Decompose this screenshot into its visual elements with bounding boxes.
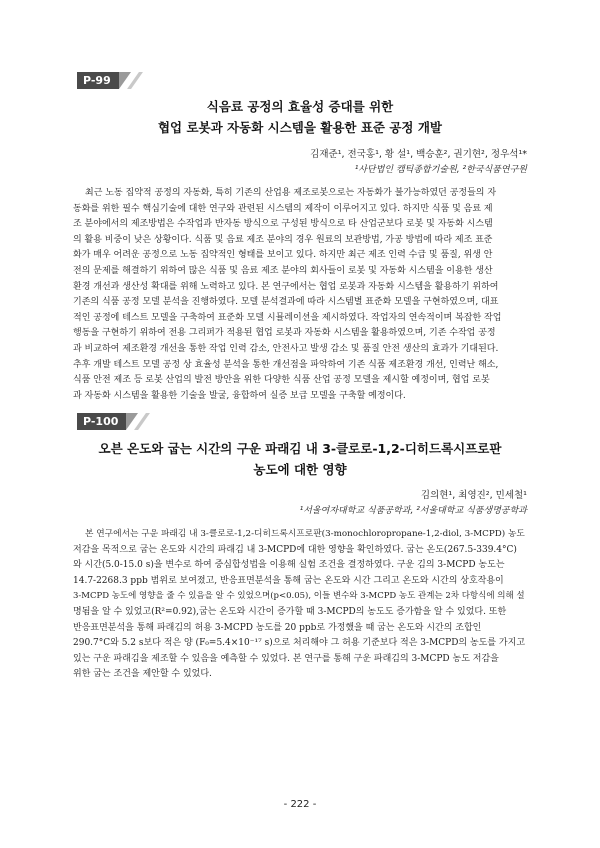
abstract-line: 조 분야에서의 제조방법은 수작업과 반자동 방식으로 구성된 방식으로 타 산업군보다 로봇 및 자동화 시스템 — [73, 219, 493, 230]
abstract-body — [73, 186, 529, 404]
authors: 김재준¹, 전국홍¹, 황 설¹, 백승훈², 권기현², 정우석¹* — [310, 149, 527, 160]
abstract-line: 있는 구운 파래김을 제조할 수 있음을 예측할 수 있었다. 본 연구를 통해 구운 파래김의 3-MCPD 농도 저감을 — [73, 653, 499, 664]
poster-badge-label: P-99 — [83, 74, 111, 87]
abstract-title — [0, 96, 600, 138]
affiliation: ¹서울여자대학교 식품공학과, ²서울대학교 식품생명공학과 — [299, 506, 527, 516]
title-line: 식음료 공정의 효율성 증대를 위한 — [206, 99, 394, 114]
title-line: 협업 로봇과 자동화 시스템을 활용한 표준 공정 개발 — [157, 120, 443, 135]
abstract-line: 환경 개선과 생산성 확대를 위해 노력하고 있다. 본 연구에서는 협업 로봇과 자동화 시스템을 활용하기 위하여 — [73, 281, 499, 292]
abstract-line: 과 비교하여 제조환경 개선을 통한 작업 인력 감소, 안전사고 발생 감소 및 품질 안전 생산의 효과가 기대된다. — [73, 343, 499, 354]
poster-badge — [77, 413, 126, 430]
abstract-line: 위한 굽는 조건을 제안할 수 있었다. — [73, 669, 212, 680]
page-number: - 222 - — [283, 799, 317, 810]
abstract-line: 290.7°C와 5.2 s보다 적은 양 (F₀=5.4×10⁻¹⁷ s)으로 처리해야 그 허용 기준보다 적은 3-MCPD의 농도를 가지고 — [73, 638, 526, 649]
abstract-line: 와 시간(5.0-15.0 s)을 변수로 하여 중심합성법을 이용해 실험 조건을 결정하였다. 구운 김의 3-MCPD 농도는 — [73, 560, 505, 571]
abstract-line: 동화를 위한 필수 핵심기술에 대한 연구와 관련된 시스템의 제작이 이루어지고 있다. 하지만 식품 및 음료 제 — [73, 203, 493, 214]
abstract-line: 명됨을 알 수 있었고(R²=0.92),굽는 온도와 시간이 증가할 때 3-MCPD의 농도도 증가함을 알 수 있었다. 또한 — [73, 606, 507, 617]
abstract-line: 식품 안전 제조 등 로봇 산업의 발전 방안을 위한 다양한 식품 산업 공정 모델을 제시할 예정이며, 협업 로봇 — [73, 375, 490, 386]
abstract-line: 전의 문제를 해결하기 위하여 많은 식품 및 음료 제조 분야의 회사들이 로봇 및 자동화 시스템을 이용한 생산 — [73, 265, 493, 276]
abstract-line: 행동을 구현하기 위하여 전용 그리퍼가 적용된 협업 로봇과 자동화 시스템을 활용하였으며, 기존 수작업 공정 — [73, 328, 496, 339]
poster-badge-label: P-100 — [83, 415, 119, 428]
poster-badge — [77, 72, 119, 89]
abstract-line: 반응표면분석을 통해 파래김의 허용 3-MCPD 농도를 20 ppb로 가정했을 때 굽는 온도와 시간의 조합인 — [73, 622, 482, 633]
abstract-line: 추후 개발 테스트 모델 공정 상 효율성 분석을 통한 개선점을 파악하여 기존 식품 제조환경 개선, 인력난 해소, — [73, 359, 499, 370]
abstract-title — [0, 438, 600, 480]
title-line: 농도에 대한 영향 — [253, 462, 347, 477]
abstract-line: 과 자동화 시스템을 활용한 기술을 발굴, 융합하여 실증 보급 모델을 구축할 예정이다. — [73, 390, 406, 401]
abstract-line: 3-MCPD 농도에 영향을 줄 수 있음을 알 수 있었으며(p<0.05), 이들 변수와 3-MCPD 농도 관계는 2차 다항식에 의해 설 — [73, 591, 525, 602]
authors: 김의현¹, 최영진², 민세철¹ — [420, 490, 527, 501]
affiliation: ¹사단법인 캠틱종합기술원, ²한국식품연구원 — [354, 165, 527, 175]
title-line: 오븐 온도와 굽는 시간의 구운 파래김 내 3-클로로-1,2-디히드록시프로판 — [98, 441, 502, 456]
abstract-line: 기존의 식품 공정 모델 분석을 진행하였다. 모델 분석결과에 따라 시스템별 표준화 모델을 구현하였으며, 대표 — [73, 297, 499, 308]
abstract-line: 본 연구에서는 구운 파래김 내 3-클로로-1,2-디히드록시프로판(3-monochloropropane-1,2-diol, 3-MCPD) 농도 — [85, 529, 525, 539]
abstract-body — [73, 527, 529, 683]
abstract-line: 화가 매우 어려운 공정으로 노동 집약적인 형태를 보이고 있다. 하지만 최근 제조 인력 수급 및 품질, 위생 안 — [73, 250, 493, 261]
abstract-line: 적인 공정에 테스트 모델을 구축하여 표준화 모델 시뮬레이션을 제시하였다. 작업자의 연속적이며 복잡한 작업 — [73, 312, 502, 323]
abstract-line: 저감을 목적으로 굽는 온도와 시간의 파래김 내 3-MCPD에 대한 영향을 확인하였다. 굽는 온도(267.5-339.4°C) — [73, 544, 517, 555]
abstract-line: 최근 노동 집약적 공정의 자동화, 특히 기존의 산업용 제조로봇으로는 자동화가 불가능하였던 공정들의 자 — [85, 188, 497, 198]
abstract-line: 의 활용 비중이 낮은 상황이다. 식품 및 음료 제조 분야의 경우 원료의 보관방법, 가공 방법에 따라 제조 표준 — [73, 234, 493, 245]
abstract-line: 14.7-2268.3 ppb 범위로 보여졌고, 반응표면분석을 통해 굽는 온도와 시간 그리고 온도와 시간의 상호작용이 — [73, 575, 504, 586]
